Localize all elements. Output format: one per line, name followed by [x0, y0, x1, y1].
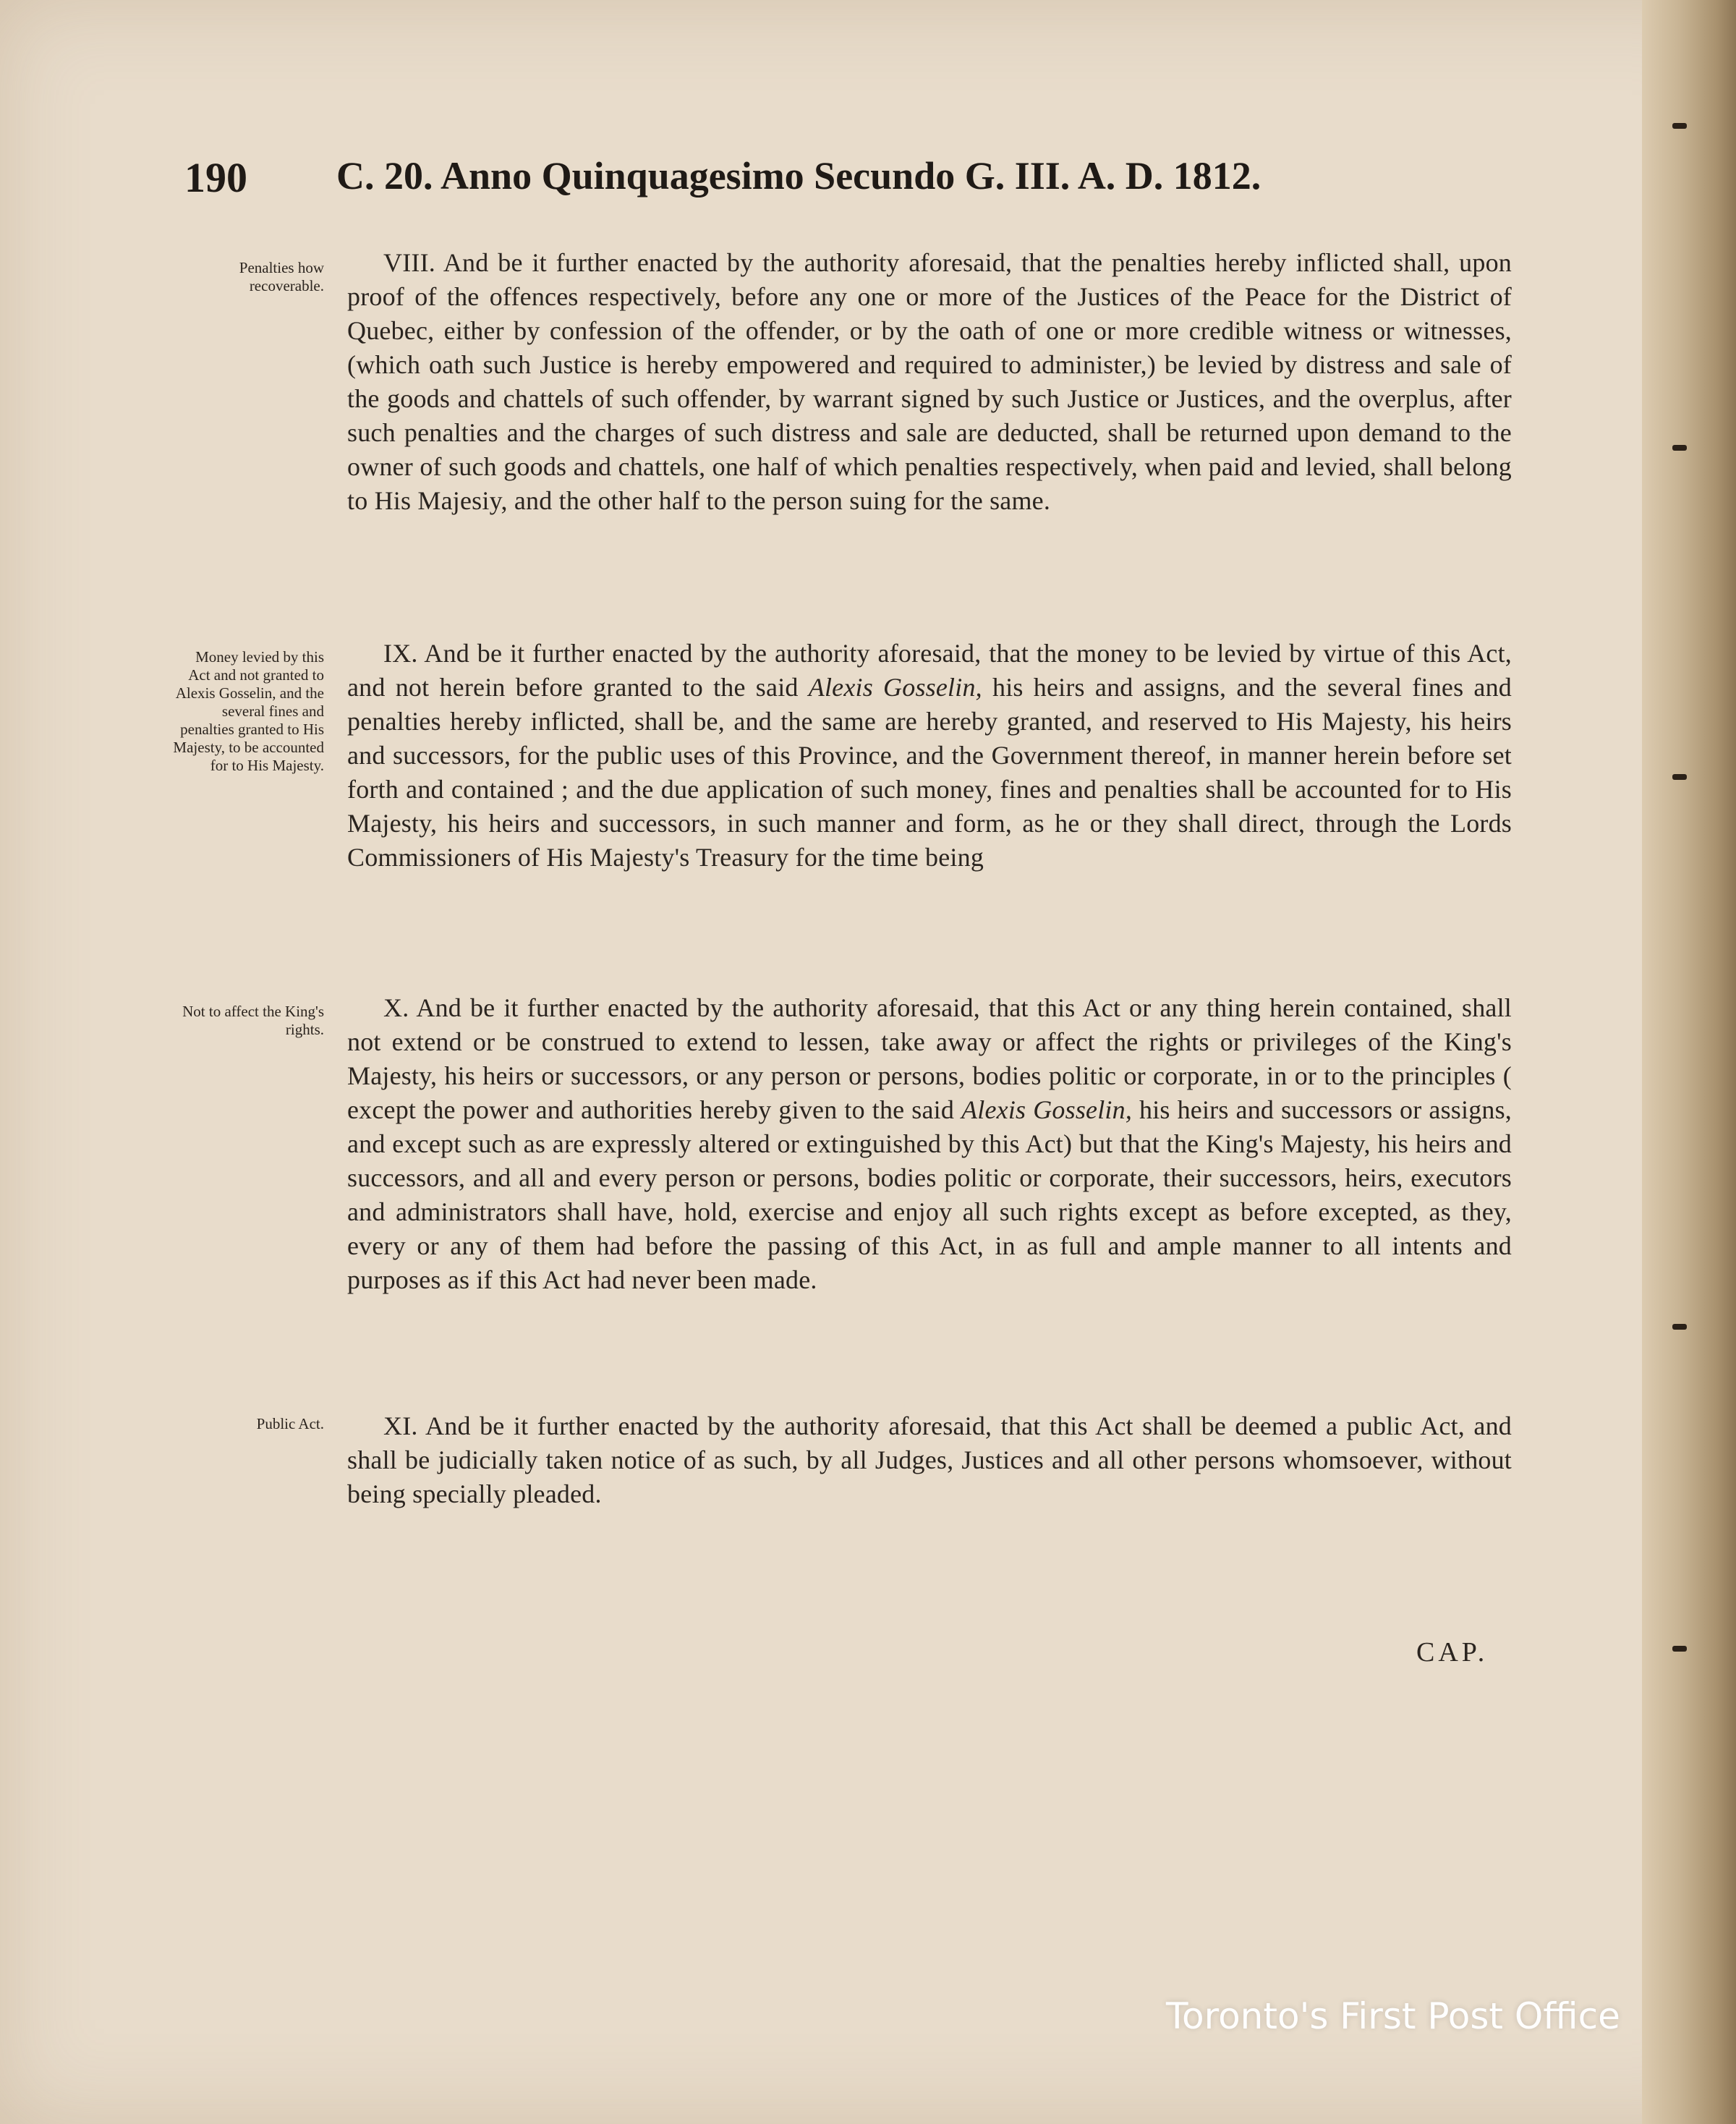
section-viii — [347, 246, 1512, 518]
running-title: C. 20. Anno Quinquagesimo Secundo G. III. A. D. 1812. — [336, 154, 1261, 197]
margin-note-public-act: Public Act. — [256, 1415, 324, 1432]
margin-note-penalties: Penalties how recoverable. — [239, 259, 324, 294]
section-text: his heirs and successors or assigns, and except such as are expressly altered or extinguished by this Act) but that the King's Majesty, his heirs and successors, and all and every person or persons, bodies politic or corporate, their successors, heirs, executors and administrators shall have, hold, exercise and enjoy all such rights except as before excepted, as they, every or any of them had before the passing of this Act, in as full and ample manner to all intents and purposes as if this Act had never been made. — [347, 1095, 1512, 1294]
watermark: Toronto's First Post Office — [1166, 1995, 1620, 2037]
section-number: VIII. — [383, 248, 435, 277]
page-gutter — [1642, 0, 1736, 2124]
section-number: X. — [383, 993, 409, 1022]
binding-thread-mark — [1672, 1646, 1687, 1652]
section-text: his heirs and assigns, and the several fines and penalties hereby inflicted, shall be, and the same are hereby granted, and reserved to His Majesty, his heirs and successors, for the public uses of this Province, and the Government thereof, in manner herein before set forth and contained ; and the due application of such money, fines and penalties shall be accounted for to His Majesty, his heirs and successors, in such manner and form, as he or they shall direct, through the Lords Commissioners of His Majesty's Treasury for the time being — [347, 673, 1512, 872]
person-name: Alexis Gosselin, — [961, 1095, 1133, 1124]
section-x — [347, 991, 1512, 1297]
margin-note-money-levied: Money levied by this Act and not granted to Alexis Gosselin, and the several fines and penalties granted to His Majesty, to be accounted for to His Majesty. — [173, 648, 324, 774]
page-number: 190 — [184, 154, 247, 201]
binding-thread-mark — [1672, 445, 1687, 451]
section-text: And be it further enacted by the authority aforesaid, that the money to be levied by virtue of this Act, and not herein before granted to the said — [347, 639, 1512, 702]
section-number: IX. — [383, 639, 418, 668]
binding-thread-mark — [1672, 123, 1687, 129]
binding-thread-mark — [1672, 774, 1687, 780]
page-header — [184, 153, 1508, 204]
section-text: And be it further enacted by the authority aforesaid, that this Act or any thing herein contained, shall not extend or be construed to extend to lessen, take away or affect the rights or privileges of the King's Majesty, his heirs or successors, or any person or persons, bodies politic or corporate, in or to the principles ( except the power and authorities hereby given to the said — [347, 993, 1512, 1124]
person-name: Alexis Gosselin, — [808, 673, 982, 702]
margin-note-kings-rights: Not to affect the King's rights. — [182, 1003, 324, 1038]
section-ix — [347, 637, 1512, 875]
section-text: And be it further enacted by the authority aforesaid, that this Act shall be deemed a public Act, and shall be judicially taken notice of as such, by all Judges, Justices and all other persons whomsoever, without being specially pleaded. — [347, 1411, 1512, 1508]
catchword: CAP. — [1416, 1637, 1489, 1668]
binding-thread-mark — [1672, 1324, 1687, 1330]
section-xi — [347, 1409, 1512, 1511]
section-text: And be it further enacted by the authority aforesaid, that the penalties hereby inflicted shall, upon proof of the offences respectively, before any one or more of the Justices of the Peace for the District of Quebec, either by confession of the offender, or by the oath of one or more credible witness or witnesses, (which oath such Justice is hereby empowered and required to administer,) be levied by distress and sale of the goods and chattels of such offender, by warrant signed by such Justice or Justices, and the overplus, after such penalties and the charges of such distress and sale are deducted, shall be returned upon demand to the owner of such goods and chattels, one half of which penalties respectively, when paid and levied, shall belong to His Majesiy, and the other half to the person suing for the same. — [347, 248, 1512, 515]
section-number: XI. — [383, 1411, 418, 1440]
